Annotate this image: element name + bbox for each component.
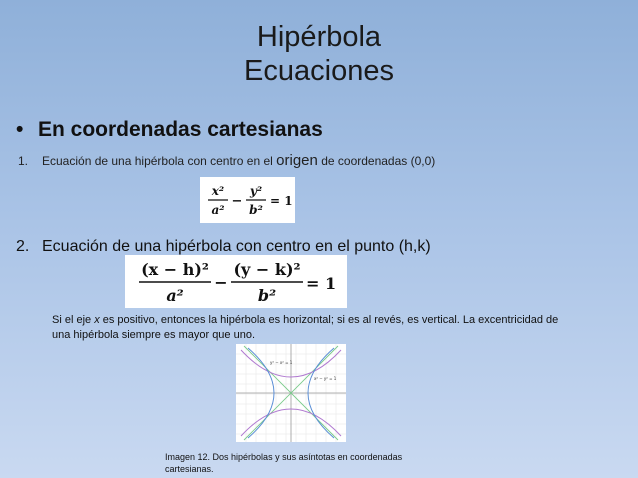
eq1-den-a: a²	[211, 203, 225, 217]
eq2-minus: −	[214, 273, 228, 292]
eq2-num-a: (x − h)²	[141, 260, 209, 279]
eq1-num-b: y²	[249, 184, 263, 198]
title-line-2: Ecuaciones	[244, 55, 394, 87]
item2-text: Ecuación de una hipérbola con centro en el punto (h,k)	[42, 238, 431, 255]
item1-text-before: Ecuación de una hipérbola con centro en el	[42, 154, 277, 168]
note-after: es positivo, entonces la hipérbola es horizontal; si es al revés, es vertical. La excentricidad de una hipérbola siempre es mayor que uno.	[52, 314, 559, 341]
hyperbola-graph	[236, 344, 346, 442]
eq1-den-b: b²	[249, 203, 263, 217]
equation-origin	[200, 177, 295, 223]
bullet-dot-icon: •	[16, 118, 24, 141]
eq2-num-b: (y − k)²	[233, 260, 301, 279]
bullet-text: En coordenadas cartesianas	[38, 118, 323, 141]
hyperbola-graph-image	[236, 344, 346, 442]
graph-label-horizontal: x² − y² = 1	[314, 376, 337, 381]
slide-title	[0, 20, 638, 88]
note-var: x	[94, 314, 100, 326]
bullet-heading	[16, 118, 323, 142]
list-number-2: 2.	[16, 238, 30, 255]
note-before: Si el eje	[52, 314, 95, 326]
eq1-num-a: x²	[211, 184, 225, 198]
list-item-2	[16, 238, 431, 256]
eq2-rhs: = 1	[306, 274, 337, 293]
equation-center-hk-image	[125, 255, 347, 308]
eq2-den-b: b²	[257, 286, 277, 305]
list-item-1	[18, 152, 435, 169]
list-number-1: 1.	[18, 154, 29, 168]
eq1-minus: −	[231, 194, 243, 209]
eq2-den-a: a²	[166, 286, 184, 305]
item1-text-after: de coordenadas (0,0)	[317, 154, 436, 168]
title-line-1: Hipérbola	[256, 21, 382, 53]
eq1-rhs: = 1	[270, 194, 293, 208]
equation-origin-image	[200, 177, 295, 223]
explanation-note	[52, 313, 572, 343]
graph-label-vertical: y² − x² = 1	[270, 360, 293, 365]
equation-center-hk	[125, 255, 347, 308]
item1-emphasis: origen	[276, 152, 318, 169]
image-caption: Imagen 12. Dos hipérbolas y sus asíntotas en coordenadas cartesianas.	[165, 452, 403, 474]
